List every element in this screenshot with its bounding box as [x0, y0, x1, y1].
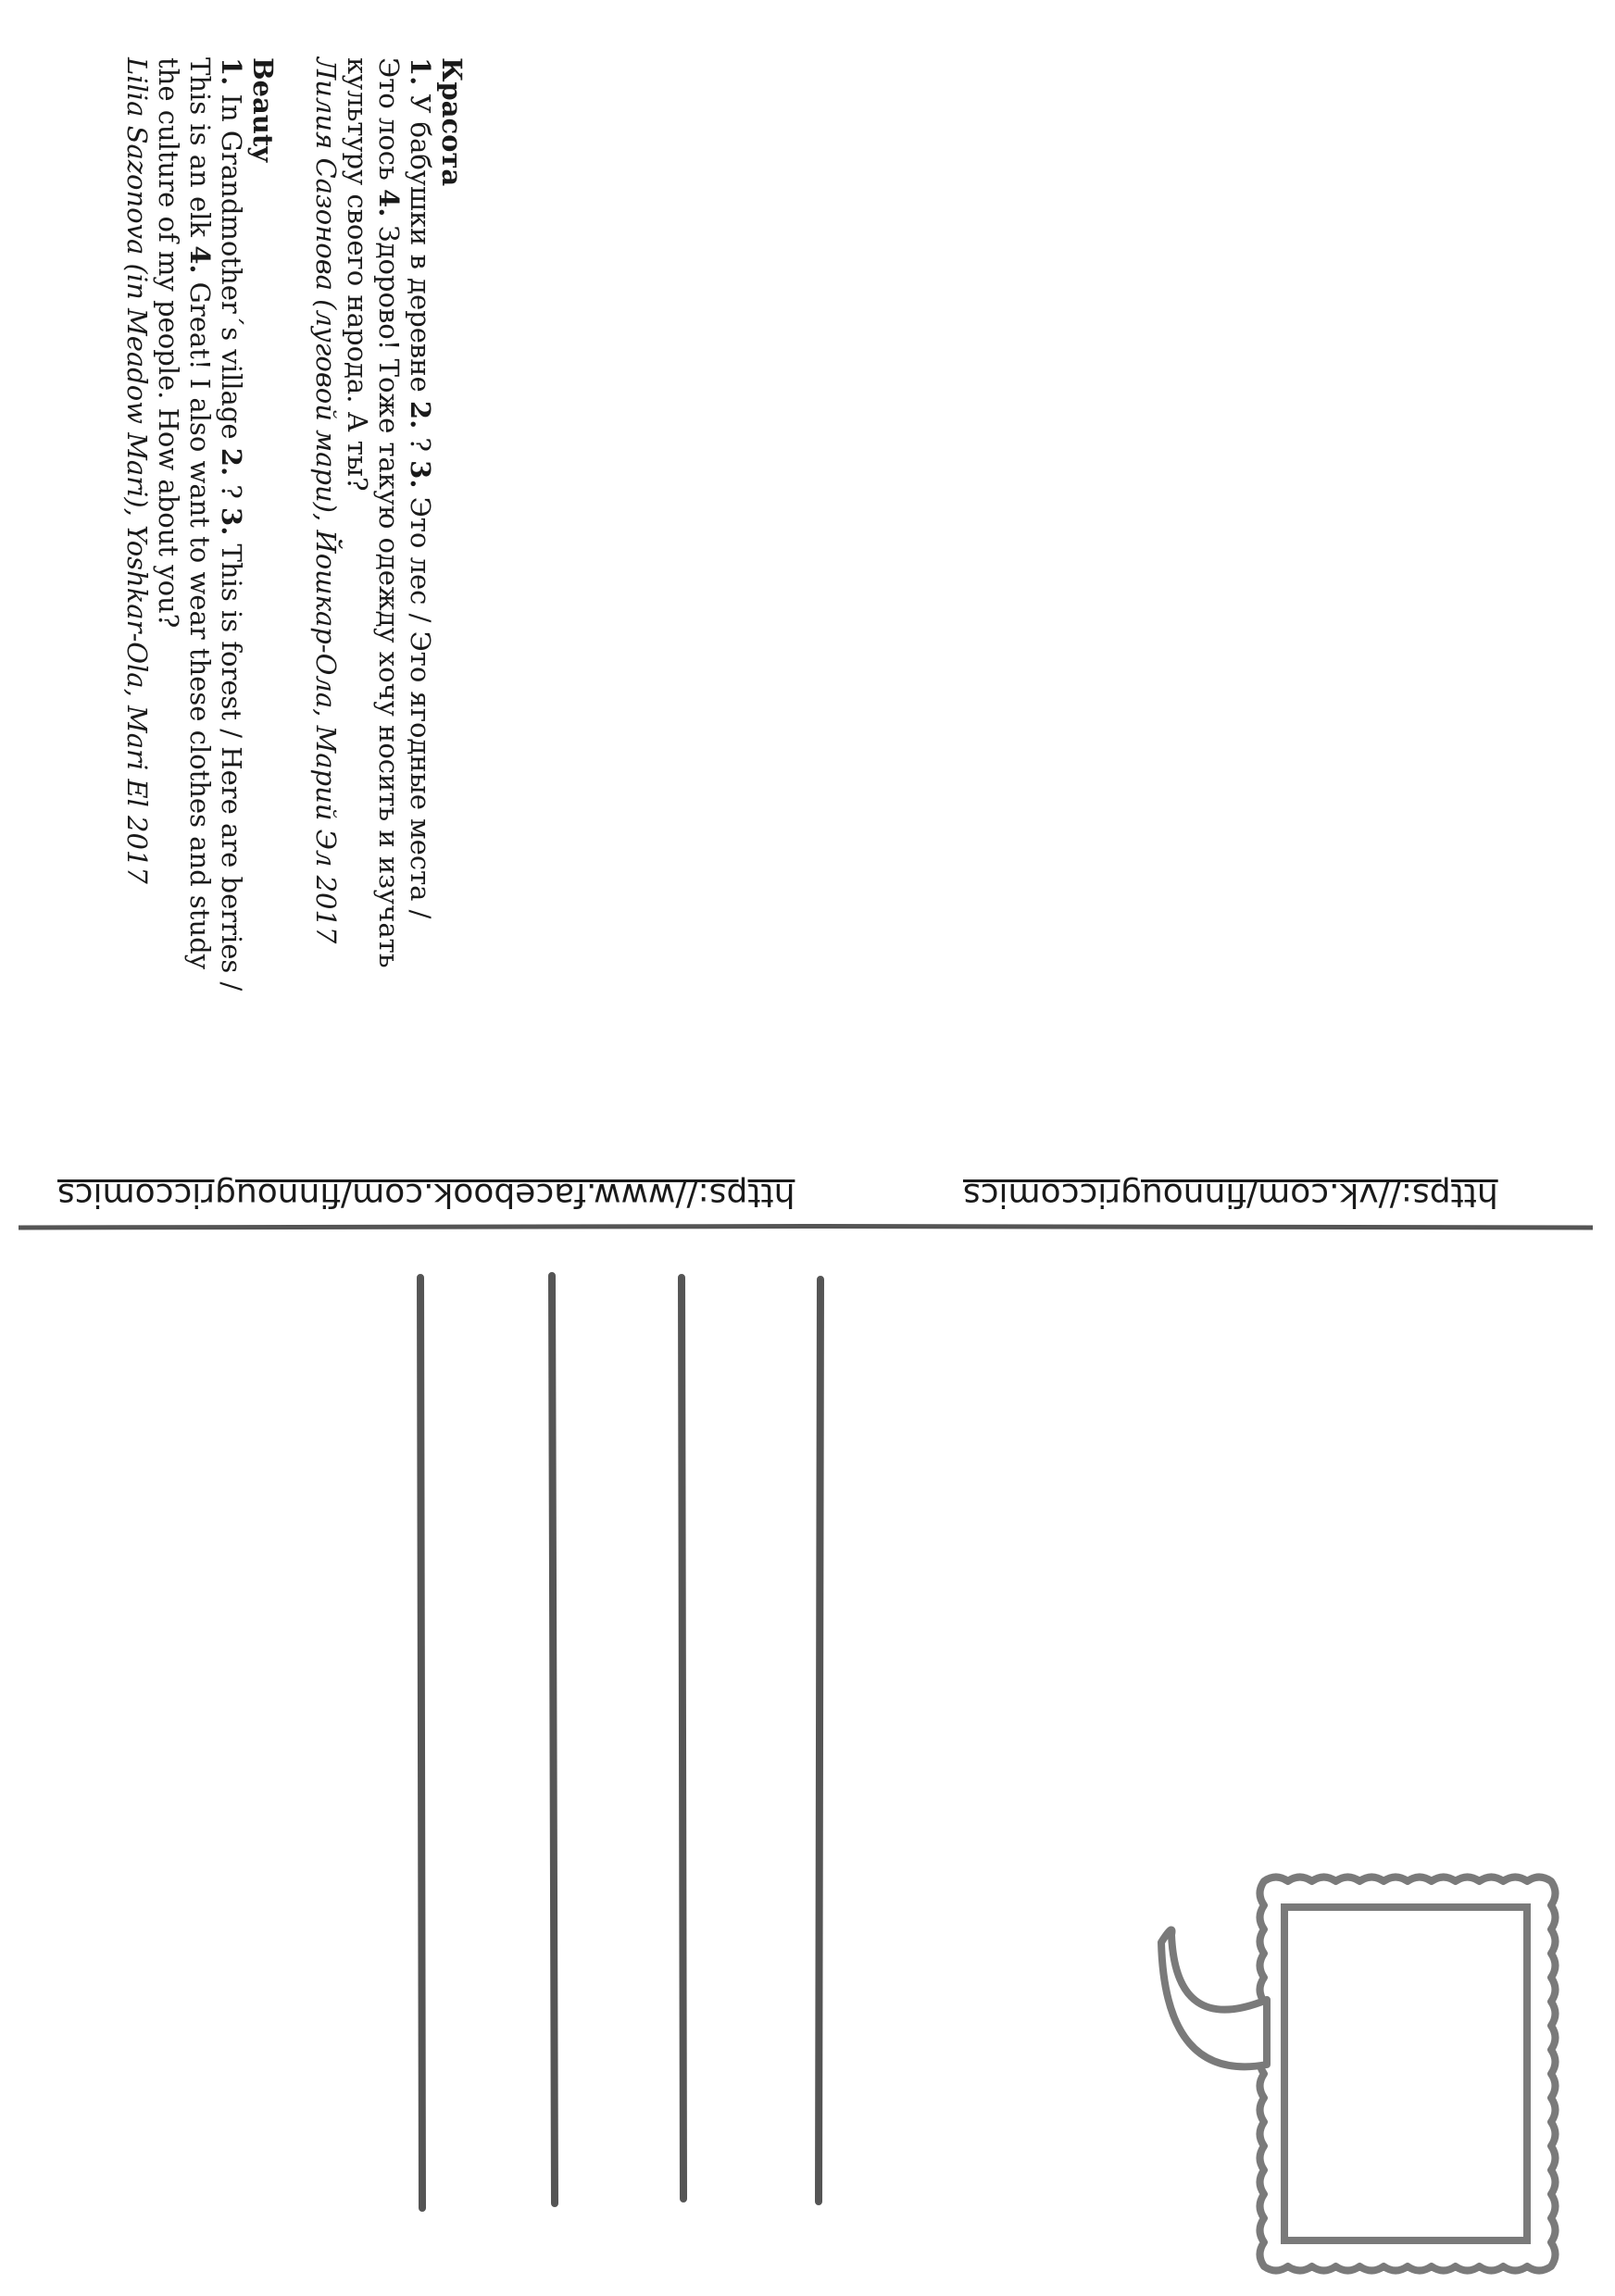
- stamp-icon: [1139, 1870, 1565, 2277]
- postcard-message: [121, 57, 468, 1122]
- en-author: Lilia Sazonova (in Meadow Mari), Yoshkar-Ola, Mari El 2017: [121, 57, 153, 884]
- stamp-hook-icon: [1161, 1930, 1267, 2067]
- ru-num-2: 2.: [405, 400, 436, 430]
- en-num-1: 1.: [216, 57, 247, 86]
- en-text-3: This is forest / Here are berries /: [216, 535, 247, 992]
- en-text-2: ?: [216, 476, 247, 508]
- address-line: [819, 1279, 820, 2202]
- en-text-1: In Grandmother´s village: [216, 85, 247, 448]
- horizontal-divider: [19, 1224, 1593, 1231]
- ru-text-3b: Это лось: [373, 57, 405, 190]
- en-line-3: the culture of my people. How about you?: [153, 57, 184, 629]
- address-line: [552, 1276, 555, 2203]
- spacer: [279, 57, 310, 1122]
- ru-author: Лилия Сазонова (луговой мари), Йошкар-Ола, Марий Эл 2017: [310, 57, 342, 944]
- en-text-4: Great! I also want to wear these clothes and study: [184, 273, 216, 970]
- ru-num-4: 4.: [373, 189, 405, 218]
- ru-line-3: культуру своего народа. А ты?: [342, 57, 373, 492]
- en-text-3b: This is an elk: [184, 57, 216, 246]
- address-lines: [389, 1268, 870, 2222]
- ru-num-3: 3.: [405, 460, 436, 489]
- address-line: [420, 1278, 422, 2208]
- ru-text-3: Это лес / Это ягодные места /: [405, 488, 436, 919]
- en-num-4: 4.: [184, 245, 216, 274]
- stamp-placeholder: [1139, 1870, 1565, 2277]
- address-line: [682, 1278, 683, 2199]
- en-line-1: [216, 57, 247, 1122]
- ru-text-2: ?: [405, 429, 436, 461]
- en-title: Beauty: [247, 57, 279, 163]
- en-line-2: [184, 57, 216, 1122]
- ru-line-2: [373, 57, 405, 1122]
- ru-num-1: 1.: [405, 57, 436, 86]
- vk-link[interactable]: https://vk.com/finnougriccomics: [963, 1176, 1498, 1214]
- ru-text-4: Здорово! Тоже такую одежду хочу носить и изучать: [373, 217, 405, 968]
- ru-line-1: [405, 57, 436, 1122]
- facebook-link[interactable]: https://www.facebook.com/finnougriccomics: [57, 1176, 795, 1214]
- en-num-2: 2.: [216, 447, 247, 477]
- en-num-3: 3.: [216, 507, 247, 536]
- ru-text-1: У бабушки в деревне: [405, 85, 436, 401]
- ru-title: Красота: [436, 57, 468, 187]
